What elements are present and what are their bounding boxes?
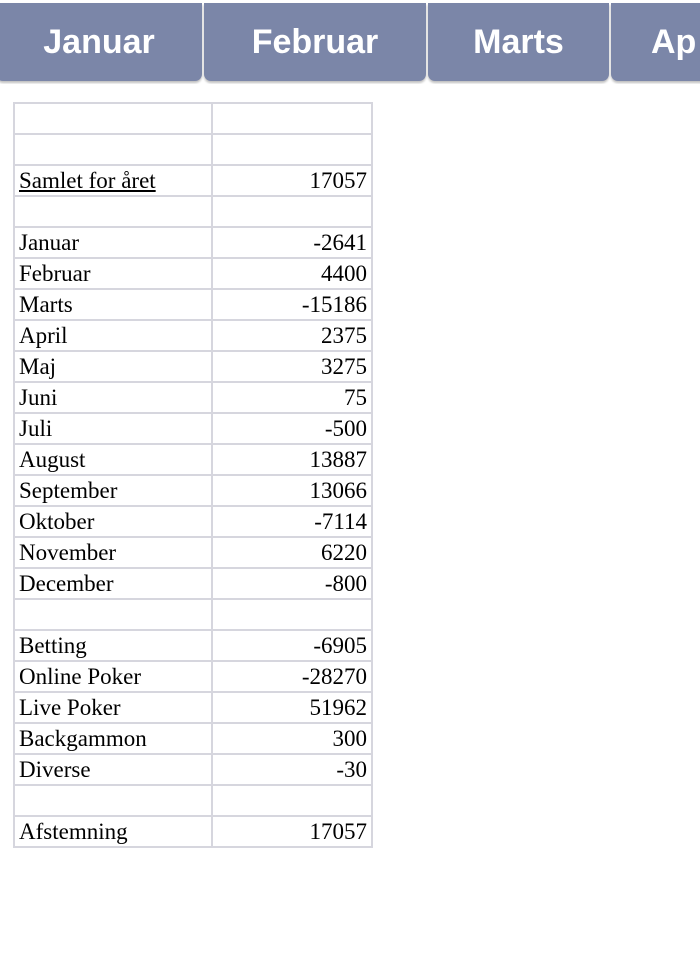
- reconciliation-value-cell[interactable]: 17057: [212, 816, 372, 847]
- table-row-month: [14, 475, 372, 506]
- table-row-month: [14, 413, 372, 444]
- month-label-cell[interactable]: Juni: [14, 382, 212, 413]
- total-label: Samlet for året: [19, 168, 156, 193]
- table-row-month: [14, 258, 372, 289]
- table-row-category: [14, 723, 372, 754]
- tab-marts[interactable]: Marts: [428, 3, 609, 81]
- table-row-month: [14, 568, 372, 599]
- category-label-cell[interactable]: Diverse: [14, 754, 212, 785]
- month-value-cell[interactable]: -7114: [212, 506, 372, 537]
- month-label-cell[interactable]: November: [14, 537, 212, 568]
- empty-cell[interactable]: [212, 196, 372, 227]
- empty-cell[interactable]: [14, 103, 212, 134]
- summary-table: [13, 102, 373, 848]
- total-label-cell[interactable]: [14, 165, 212, 196]
- table-row-reconciliation: [14, 816, 372, 847]
- table-row-category: [14, 630, 372, 661]
- empty-cell[interactable]: [212, 103, 372, 134]
- category-label-cell[interactable]: Backgammon: [14, 723, 212, 754]
- month-value-cell[interactable]: 75: [212, 382, 372, 413]
- table-row-month: [14, 320, 372, 351]
- month-value-cell[interactable]: 3275: [212, 351, 372, 382]
- month-label-cell[interactable]: Maj: [14, 351, 212, 382]
- month-label-cell[interactable]: Oktober: [14, 506, 212, 537]
- month-label-cell[interactable]: September: [14, 475, 212, 506]
- month-value-cell[interactable]: 13887: [212, 444, 372, 475]
- tab-februar[interactable]: Februar: [204, 3, 426, 81]
- empty-cell[interactable]: [14, 785, 212, 816]
- sheet-tab-bar: [0, 0, 700, 84]
- month-value-cell[interactable]: 13066: [212, 475, 372, 506]
- table-row-category: [14, 692, 372, 723]
- table-row-category: [14, 661, 372, 692]
- month-label-cell[interactable]: August: [14, 444, 212, 475]
- month-label-cell[interactable]: Januar: [14, 227, 212, 258]
- total-value-cell[interactable]: 17057: [212, 165, 372, 196]
- table-row-month: [14, 289, 372, 320]
- reconciliation-label-cell[interactable]: Afstemning: [14, 816, 212, 847]
- category-value-cell[interactable]: 51962: [212, 692, 372, 723]
- month-label-cell[interactable]: Juli: [14, 413, 212, 444]
- table-row: [14, 196, 372, 227]
- table-row-month: [14, 444, 372, 475]
- table-row-month: [14, 537, 372, 568]
- month-value-cell[interactable]: 4400: [212, 258, 372, 289]
- table-row-month: [14, 506, 372, 537]
- month-value-cell[interactable]: -800: [212, 568, 372, 599]
- table-row-category: [14, 754, 372, 785]
- table-row: [14, 599, 372, 630]
- month-value-cell[interactable]: -15186: [212, 289, 372, 320]
- category-value-cell[interactable]: -6905: [212, 630, 372, 661]
- empty-cell[interactable]: [212, 134, 372, 165]
- category-value-cell[interactable]: -30: [212, 754, 372, 785]
- table-row-month: [14, 227, 372, 258]
- category-label-cell[interactable]: Online Poker: [14, 661, 212, 692]
- category-value-cell[interactable]: 300: [212, 723, 372, 754]
- empty-cell[interactable]: [212, 599, 372, 630]
- month-label-cell[interactable]: April: [14, 320, 212, 351]
- table-row-month: [14, 351, 372, 382]
- category-label-cell[interactable]: Betting: [14, 630, 212, 661]
- category-label-cell[interactable]: Live Poker: [14, 692, 212, 723]
- month-label-cell[interactable]: Marts: [14, 289, 212, 320]
- category-value-cell[interactable]: -28270: [212, 661, 372, 692]
- month-value-cell[interactable]: -500: [212, 413, 372, 444]
- empty-cell[interactable]: [14, 196, 212, 227]
- table-row-month: [14, 382, 372, 413]
- empty-cell[interactable]: [14, 599, 212, 630]
- table-row: [14, 785, 372, 816]
- table-row: [14, 103, 372, 134]
- month-value-cell[interactable]: 6220: [212, 537, 372, 568]
- month-value-cell[interactable]: -2641: [212, 227, 372, 258]
- table-row: [14, 134, 372, 165]
- month-value-cell[interactable]: 2375: [212, 320, 372, 351]
- table-row-total: [14, 165, 372, 196]
- tab-april[interactable]: Ap: [611, 3, 700, 81]
- month-label-cell[interactable]: December: [14, 568, 212, 599]
- empty-cell[interactable]: [14, 134, 212, 165]
- tab-januar[interactable]: Januar: [0, 3, 202, 81]
- month-label-cell[interactable]: Februar: [14, 258, 212, 289]
- empty-cell[interactable]: [212, 785, 372, 816]
